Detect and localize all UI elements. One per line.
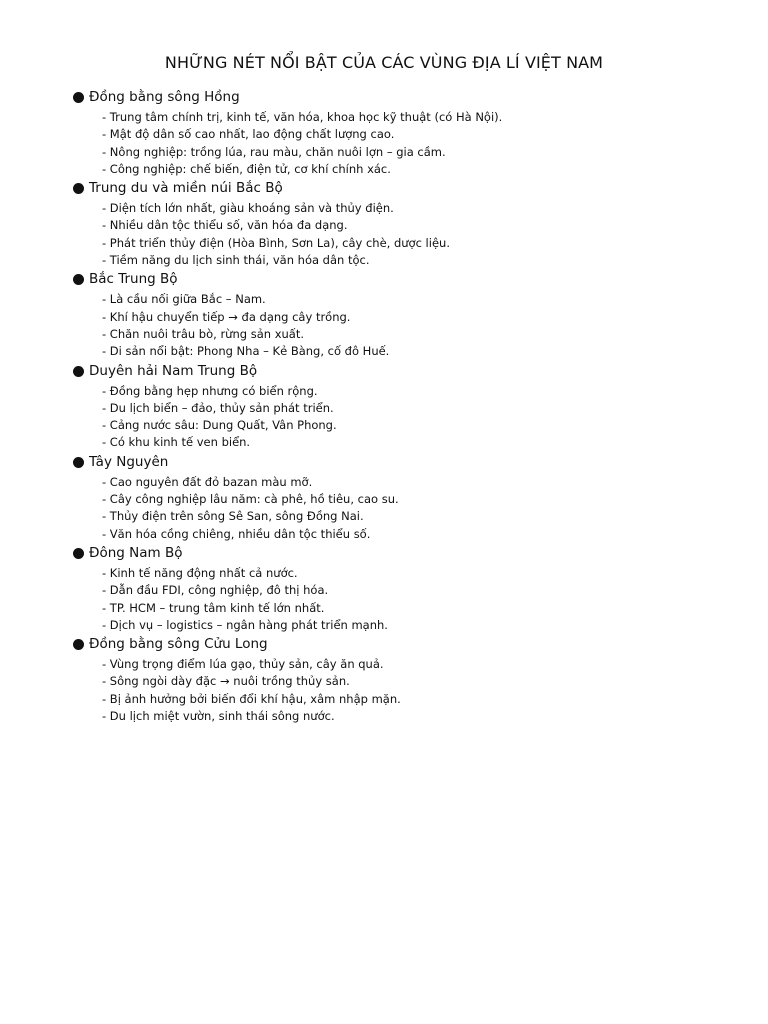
fact-item: - Dẫn đầu FDI, công nghiệp, đô thị hóa. — [102, 583, 329, 598]
fact-item: - Dịch vụ – logistics – ngân hàng phát triển mạnh. — [102, 617, 388, 632]
fact-item: - Là cầu nối giữa Bắc – Nam. — [102, 292, 266, 307]
fact-list — [73, 474, 733, 543]
fact-item: - Diện tích lớn nhất, giàu khoáng sản và thủy điện. — [102, 201, 394, 216]
fact-item: - Du lịch biển – đảo, thủy sản phát triển. — [102, 400, 334, 415]
fact-item: - Văn hóa cồng chiêng, nhiều dân tộc thiểu số. — [102, 526, 371, 541]
region-name: Đồng bằng sông Hồng — [89, 89, 240, 105]
page-title: NHỮNG NÉT NỔI BẬT CỦA CÁC VÙNG ĐỊA LÍ VIỆT NAM — [164, 53, 604, 72]
region-dong-bang-song-cuu-long — [73, 634, 733, 725]
fact-item: - Di sản nổi bật: Phong Nha – Kẻ Bàng, cố đô Huế. — [102, 344, 390, 359]
region-name: Bắc Trung Bộ — [89, 271, 178, 288]
fact-list — [73, 656, 733, 725]
fact-item: - TP. HCM – trung tâm kinh tế lớn nhất. — [102, 600, 325, 615]
fact-item: - Cây công nghiệp lâu năm: cà phê, hồ tiêu, cao su. — [102, 492, 399, 507]
region-dong-bang-song-hong — [73, 87, 733, 178]
region-bac-trung-bo — [73, 269, 733, 360]
region-duyen-hai-nam-trung-bo — [73, 361, 733, 452]
fact-item: - Nhiều dân tộc thiểu số, văn hóa đa dạng. — [102, 218, 348, 233]
bullet-icon — [73, 457, 84, 468]
fact-item: - Công nghiệp: chế biến, điện tử, cơ khí chính xác. — [102, 161, 391, 176]
region-name: Đồng bằng sông Cửu Long — [89, 636, 268, 653]
fact-item: - Đồng bằng hẹp nhưng có biển rộng. — [102, 383, 318, 398]
fact-item: - Trung tâm chính trị, kinh tế, văn hóa, khoa học kỹ thuật (có Hà Nội). — [102, 110, 503, 124]
fact-list — [73, 200, 733, 269]
fact-list — [73, 383, 733, 452]
fact-list — [73, 291, 733, 360]
bullet-icon — [73, 92, 84, 103]
bullet-icon — [73, 548, 84, 559]
fact-item: - Du lịch miệt vườn, sinh thái sông nước. — [102, 709, 335, 724]
fact-item: - Cảng nước sâu: Dung Quất, Vân Phong. — [102, 418, 337, 433]
fact-item: - Phát triển thủy điện (Hòa Bình, Sơn La), cây chè, dược liệu. — [102, 235, 450, 250]
bullet-icon — [73, 274, 84, 285]
fact-list — [73, 565, 733, 634]
region-name: Tây Nguyên — [89, 453, 169, 470]
fact-item: - Thủy điện trên sông Sê San, sông Đồng Nai. — [102, 509, 364, 524]
region-name: Đông Nam Bộ — [89, 544, 183, 561]
fact-item: - Kinh tế năng động nhất cả nước. — [102, 565, 298, 580]
fact-item: - Mật độ dân số cao nhất, lao động chất lượng cao. — [102, 127, 395, 142]
fact-item: - Khí hậu chuyển tiếp → đa dạng cây trồng. — [102, 309, 351, 324]
region-list — [73, 87, 733, 725]
bullet-icon — [73, 366, 84, 377]
region-dong-nam-bo — [73, 543, 733, 634]
fact-item: - Vùng trọng điểm lúa gạo, thủy sản, cây ăn quả. — [102, 657, 384, 672]
region-tay-nguyen — [73, 452, 733, 543]
fact-list — [73, 109, 733, 178]
fact-item: - Chăn nuôi trâu bò, rừng sản xuất. — [102, 326, 305, 341]
fact-item: - Bị ảnh hưởng bởi biến đổi khí hậu, xâm nhập mặn. — [102, 691, 401, 706]
fact-item: - Nông nghiệp: trồng lúa, rau màu, chăn nuôi lợn – gia cầm. — [102, 144, 446, 159]
bullet-icon — [73, 183, 84, 194]
fact-item: - Sông ngòi dày đặc → nuôi trồng thủy sản. — [102, 674, 350, 689]
region-name: Trung du và miền núi Bắc Bộ — [89, 180, 283, 197]
region-trung-du-mien-nui-bac-bo — [73, 178, 733, 269]
bullet-icon — [73, 639, 84, 650]
fact-item: - Tiềm năng du lịch sinh thái, văn hóa dân tộc. — [102, 253, 370, 268]
fact-item: - Cao nguyên đất đỏ bazan màu mỡ. — [102, 474, 313, 489]
region-name: Duyên hải Nam Trung Bộ — [89, 362, 258, 379]
fact-item: - Có khu kinh tế ven biển. — [102, 435, 251, 450]
